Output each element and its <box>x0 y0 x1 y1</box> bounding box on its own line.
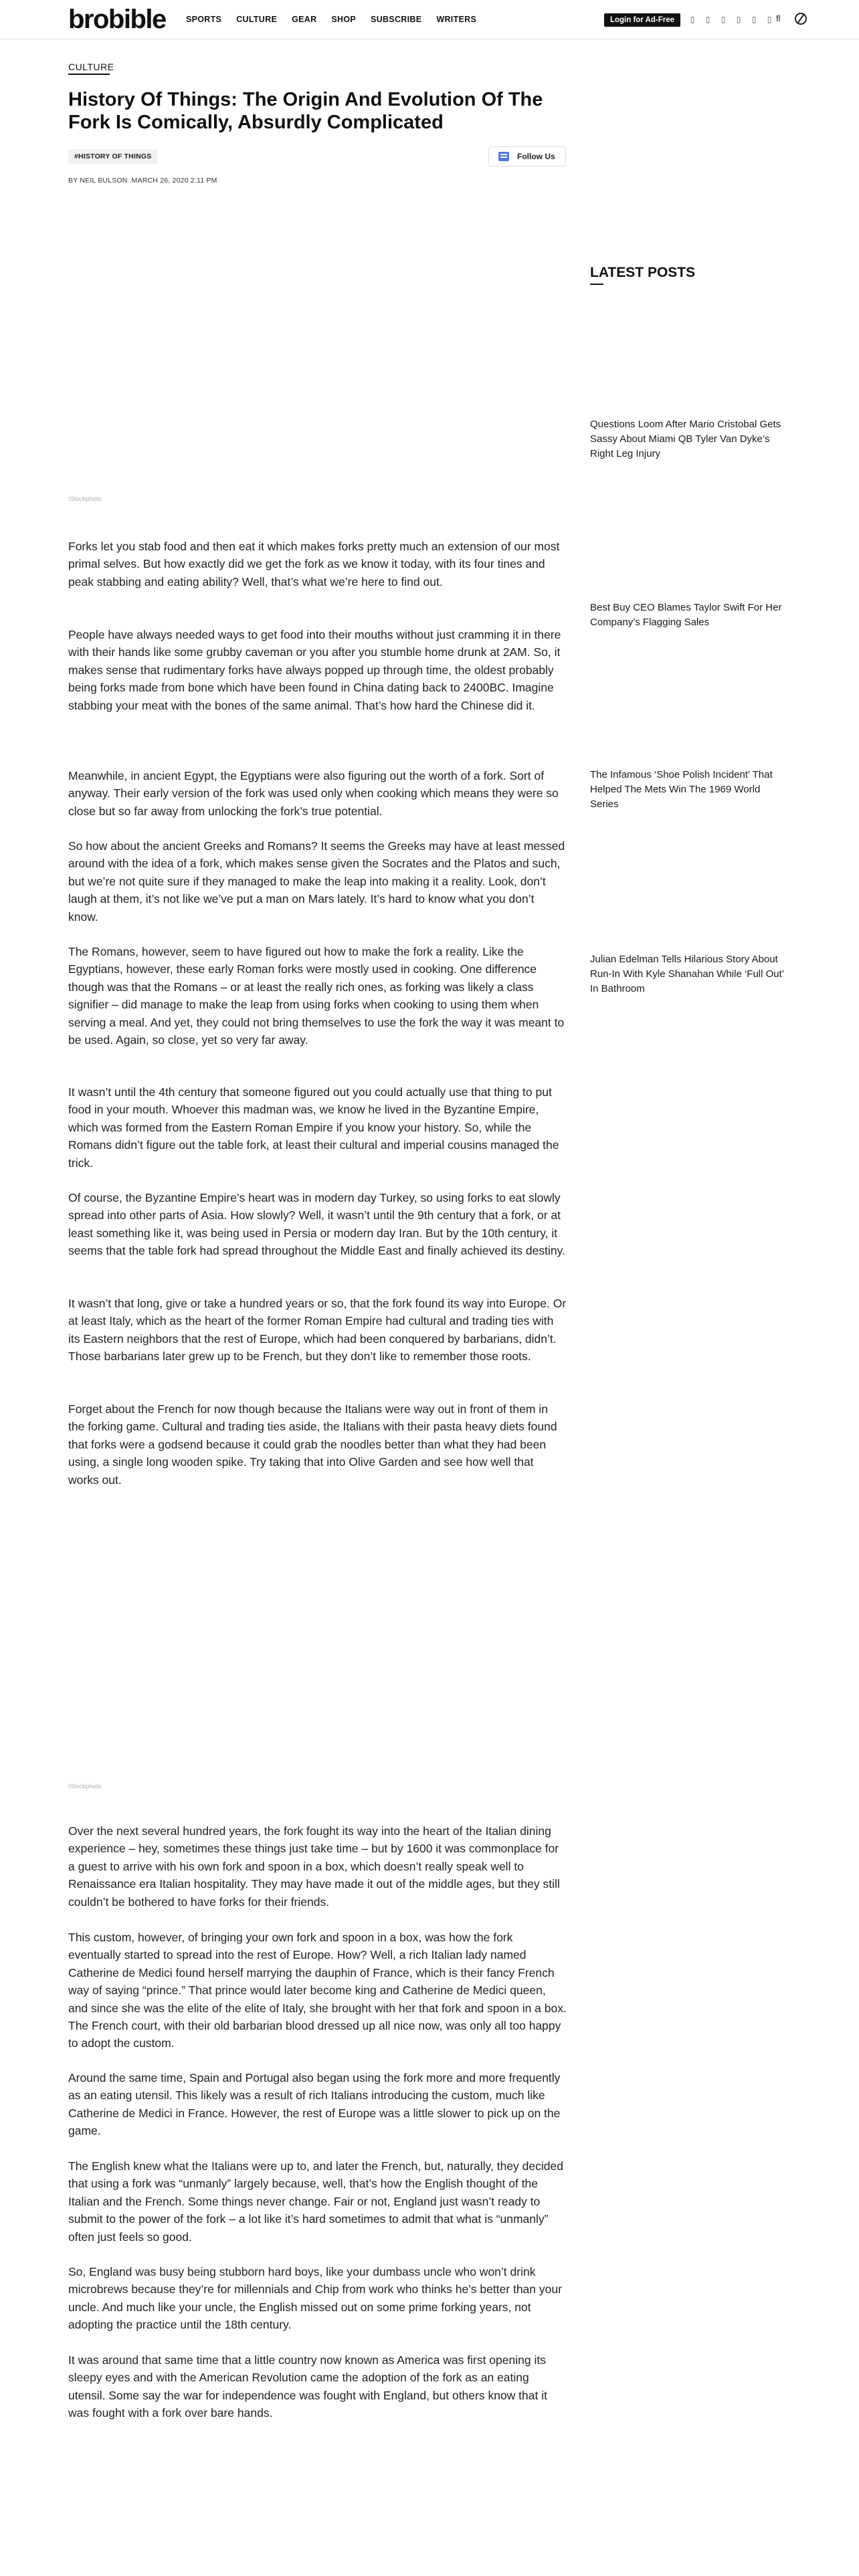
article-paragraph: The Romans, however, seem to have figured out how to make the fork a reality. Like the Egyptians, however, these early Roman forks were mostly used in cooking. One difference though was that the Romans – or at least the really rich ones, as forking was likely a class signifier – did manage to make the leap from using forks when cooking to using them when serving a meal. And yet, they could not bring themselves to use the fork the way it was meant to be used. Again, so close, yet so very far away. <box>68 945 565 1047</box>
image-caption: iStockphoto <box>68 496 102 503</box>
top-navigation-bar <box>0 0 859 39</box>
article-paragraph: The English knew what the Italians were up to, and later the French, but, naturally, they decided that using a fork was “unmanly” largely because, well, that’s how the English thought of the Italian and the French. Some things never change. Fair or not, England just wasn’t ready to submit to the power of the fork – a lot like it’s hard sometimes to admit that what is “unmanly” often just feels so good. <box>68 2159 563 2244</box>
article-paragraph: So how about the ancient Greeks and Romans? It seems the Greeks may have at least messed around with the idea of a fork, which makes sense given the Socrates and the Platos and such, but we’re not quite sure if they managed to make the leap into making it a reality. Look, don’t laugh at them, it’s not like we’ve put a man on Mars lately. It’s hard to know what you don’t know. <box>68 839 565 924</box>
article-paragraph: Around the same time, Spain and Portugal also began using the fork more and more frequently as an eating utensil. This likely was a result of rich Italians introducing the custom, much like Catherine de Medici in France. However, the rest of Europe was a little slower to pick up on the game. <box>68 2071 561 2138</box>
article-paragraph: So, England was busy being stubborn hard boys, like your dumbass uncle who won’t drink microbrews because they’re for millennials and Chip from work who thinks he’s better than your uncle. And much like your uncle, the English missed out on some prime forking years, not adopting the practice until the 18th century. <box>68 2265 562 2332</box>
main-nav <box>186 15 476 24</box>
article-paragraph: People have always needed ways to get food into their mouths without just cramming it in there with their hands like some grubby caveman or you after you stumble home drunk at 2AM. So, it makes sense that rudimentary forks have always popped up through time, the oldest probably being forks made from bone which have been found in China dating back to 2400BC. Imagine stabbing your meat with the bones of the same animal. That’s how hard the Chinese did it. <box>68 628 561 712</box>
nav-item-culture[interactable]: CULTURE <box>236 15 278 24</box>
nav-item-shop[interactable]: SHOP <box>331 15 357 24</box>
ad-free-login-button[interactable]: Login for Ad-Free <box>604 13 680 27</box>
article-paragraph: It wasn’t that long, give or take a hundred years or so, that the fork found its way into Europe. Or at least Italy, which as the heart of the former Roman Empire had cultural and trading ties with its Eastern neighbors that the rest of Europe, which had been conquered by barbarians, didn’t. Those barbarians later grew up to be French, but they don’t like to remember those roots. <box>68 1297 567 1364</box>
article-paragraph: This custom, however, of bringing your own fork and spoon in a box, was how the fork eventually started to spread into the rest of Europe. How? Well, a rich Italian lady named Catherine de Medici found herself marrying the dauphin of France, which is their fancy French way of saying “prince.” That prince would later become king and Catherine de Medici queen, and since she was the elite of the elite of Italy, she brought with her that fork and spoon in a box. The French court, with their old barbarian blood dressed up all nice now, was only all too happy to adopt the custom. <box>68 1931 567 2050</box>
twitter-icon[interactable]: ▯ <box>705 15 710 24</box>
latest-post-link[interactable]: Best Buy CEO Blames Taylor Swift For Her Company’s Flagging Sales <box>590 602 782 628</box>
globe-icon[interactable] <box>795 13 807 25</box>
nav-item-writers[interactable]: WRITERS <box>436 15 477 24</box>
article-paragraph: Over the next several hundred years, the fork fought its way into the heart of the Italian dining experience – hey, sometimes these things just take time – but by 1600 it was commonplace for a guest to arrive with his own fork and spoon in a box, which doesn’t really speak well to Renaissance era Italian hospitality. They may have made it out of the middle ages, but they still couldn’t be bothered to have forks for their friends. <box>68 1824 560 1909</box>
latest-post-link[interactable]: Julian Edelman Tells Hilarious Story About Run-In With Kyle Shanahan While ‘Full Out’ In Bathroom <box>590 954 784 994</box>
tiktok-icon[interactable]: ▯ <box>767 15 772 24</box>
youtube-icon[interactable]: ▯ <box>736 15 741 24</box>
article-paragraph: Forks let you stab food and then eat it which makes forks pretty much an extension of our most primal selves. But how exactly did we get the fork as we know it today, with its four tines and peak stabbing and eating ability? Well, that’s what we’re here to find out. <box>68 540 560 588</box>
article-paragraph: It wasn’t until the 4th century that someone figured out you could actually use that thing to put food in your mouth. Whoever this madman was, we know he lived in the Byzantine Empire, which was formed from the Eastern Roman Empire if you know your history. So, while the Romans didn’t figure out the table fork, at least their cultural and imperial cousins managed the trick. <box>68 1085 559 1170</box>
latest-post-link[interactable]: Questions Loom After Mario Cristobal Gets Sassy About Miami QB Tyler Van Dyke’s Right Leg Injury <box>590 419 781 459</box>
publish-date: MARCH 26, 2020 2:11 PM <box>131 177 217 185</box>
nav-item-gear[interactable]: GEAR <box>292 15 317 24</box>
byline <box>68 177 221 185</box>
google-news-icon <box>498 152 509 161</box>
follow-us-button[interactable] <box>488 146 566 167</box>
facebook-icon[interactable]: ▯ <box>690 15 695 24</box>
image-caption: iStockphoto <box>68 1783 102 1790</box>
article-title: History Of Things: The Origin And Evolution Of The Fork Is Comically, Absurdly Complicated <box>68 89 543 133</box>
social-links <box>689 13 773 25</box>
site-logo[interactable]: brobible <box>68 5 166 34</box>
article-tag[interactable]: #HISTORY OF THINGS <box>68 149 157 164</box>
follow-us-label: Follow Us <box>517 152 555 161</box>
latest-post-link[interactable]: The Infamous ‘Shoe Polish Incident’ That Helped The Mets Win The 1969 World Series <box>590 769 773 810</box>
article-paragraph: Forget about the French for now though because the Italians were way out in front of them in the forking game. Cultural and trading ties aside, the Italians with their pasta heavy diets found that forks were a godsend because it could grab the noodles better than what they had been using, a single long wooden spike. Try taking that into Olive Garden and see how well that works out. <box>68 1402 557 1487</box>
search-icon[interactable]: fl <box>776 13 781 23</box>
article-paragraph: Meanwhile, in ancient Egypt, the Egyptians were also figuring out the worth of a fork. Sort of anyway. Their early version of the fork was used only when cooking which means they were so close but so far away from unlocking the fork’s true potential. <box>68 769 559 818</box>
nav-item-subscribe[interactable]: SUBSCRIBE <box>371 15 422 24</box>
instagram-icon[interactable]: ▯ <box>721 15 726 24</box>
pinterest-icon[interactable]: ▯ <box>751 15 757 24</box>
author-name[interactable]: BY NEIL BULSON <box>68 177 128 185</box>
category-underline <box>68 74 110 75</box>
latest-posts-heading: LATEST POSTS <box>590 265 696 280</box>
article-paragraph: It was around that same time that a little country now known as America was first opening its sleepy eyes and with the American Revolution came the adoption of the fork as an eating utensil. Some say the war for independence was fought with England, but others know that it was fought with a fork over bare hands. <box>68 2353 547 2420</box>
latest-posts-underline <box>590 284 603 285</box>
article-paragraph: Of course, the Byzantine Empire’s heart was in modern day Turkey, so using forks to eat slowly spread into other parts of Asia. How slowly? Well, it wasn’t until the 9th century that a fork, or at least something like it, was being used in Persia or modern day Iran. But by the 10th century, it seems that the table fork had spread throughout the Middle East and finally achieved its destiny. <box>68 1191 565 1258</box>
article-category[interactable]: CULTURE <box>68 62 114 72</box>
nav-item-sports[interactable]: SPORTS <box>186 15 222 24</box>
